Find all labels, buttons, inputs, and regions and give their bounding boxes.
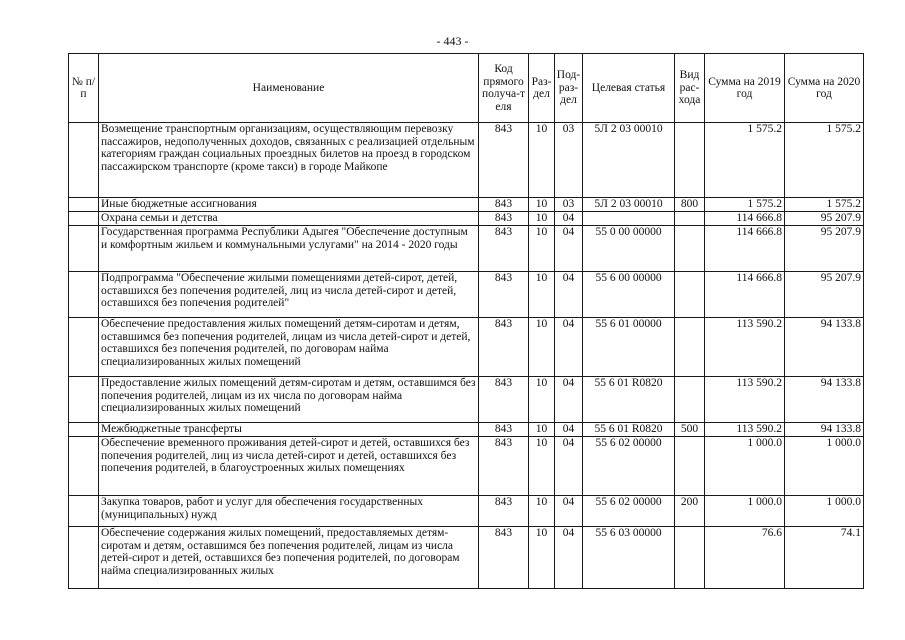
row-sum-2020: 95 207.9 [785, 212, 864, 226]
row-num [69, 496, 99, 527]
row-code: 843 [479, 226, 529, 272]
row-section: 10 [529, 198, 555, 212]
row-code: 843 [479, 212, 529, 226]
header-section: Раз-дел [529, 54, 555, 123]
row-sum-2019: 113 590.2 [705, 318, 785, 377]
row-num [69, 198, 99, 212]
row-target: 55 6 01 R0820 [583, 423, 675, 437]
row-sum-2020: 95 207.9 [785, 272, 864, 318]
row-section: 10 [529, 212, 555, 226]
row-subsection: 04 [555, 377, 583, 423]
row-target: 55 6 02 00000 [583, 496, 675, 527]
row-name: Межбюджетные трансферты [99, 423, 479, 437]
row-sum-2019: 1 575.2 [705, 123, 785, 198]
table-row [69, 212, 864, 226]
row-name: Иные бюджетные ассигнования [99, 198, 479, 212]
row-section: 10 [529, 437, 555, 496]
row-target: 5Л 2 03 00010 [583, 198, 675, 212]
row-exp-type [675, 226, 705, 272]
row-num [69, 527, 99, 589]
row-num [69, 212, 99, 226]
row-sum-2020: 94 133.8 [785, 318, 864, 377]
header-sum-2019: Сумма на 2019 год [705, 54, 785, 123]
table-row [69, 272, 864, 318]
row-sum-2019: 114 666.8 [705, 272, 785, 318]
row-sum-2019: 1 000.0 [705, 437, 785, 496]
row-subsection: 04 [555, 496, 583, 527]
row-sum-2020: 94 133.8 [785, 377, 864, 423]
row-num [69, 423, 99, 437]
row-section: 10 [529, 226, 555, 272]
row-subsection: 03 [555, 123, 583, 198]
row-sum-2020: 74.1 [785, 527, 864, 589]
row-exp-type: 200 [675, 496, 705, 527]
row-subsection: 04 [555, 437, 583, 496]
row-exp-type: 800 [675, 198, 705, 212]
row-exp-type [675, 377, 705, 423]
row-sum-2019: 114 666.8 [705, 212, 785, 226]
row-section: 10 [529, 496, 555, 527]
table-row [69, 318, 864, 377]
row-code: 843 [479, 198, 529, 212]
row-name: Закупка товаров, работ и услуг для обеспечения государственных (муниципальных) нужд [99, 496, 479, 527]
row-exp-type [675, 123, 705, 198]
table-row [69, 496, 864, 527]
row-exp-type [675, 318, 705, 377]
row-section: 10 [529, 423, 555, 437]
row-sum-2019: 113 590.2 [705, 377, 785, 423]
row-target: 55 6 02 00000 [583, 437, 675, 496]
table-row [69, 437, 864, 496]
header-target: Целевая статья [583, 54, 675, 123]
row-target: 55 6 03 00000 [583, 527, 675, 589]
row-sum-2019: 1 000.0 [705, 496, 785, 527]
row-num [69, 272, 99, 318]
header-exp-type: Вид рас-хода [675, 54, 705, 123]
row-code: 843 [479, 437, 529, 496]
row-sum-2020: 94 133.8 [785, 423, 864, 437]
row-subsection: 04 [555, 318, 583, 377]
row-exp-type [675, 212, 705, 226]
header-sum-2020: Сумма на 2020 год [785, 54, 864, 123]
header-name: Наименование [99, 54, 479, 123]
row-target: 55 0 00 00000 [583, 226, 675, 272]
row-code: 843 [479, 423, 529, 437]
row-target: 55 6 00 00000 [583, 272, 675, 318]
row-code: 843 [479, 527, 529, 589]
table-row [69, 226, 864, 272]
row-exp-type [675, 437, 705, 496]
row-name: Возмещение транспортным организациям, осуществляющим перевозку пассажиров, недополученных доходов, связанных с реализацией отдельным категориям граждан социальных проездных билетов на проезд в городском пассажирском транспорте (кроме такси) в городе Майкопе [99, 123, 479, 198]
row-code: 843 [479, 123, 529, 198]
row-sum-2020: 1 575.2 [785, 123, 864, 198]
header-num: № п/п [69, 54, 99, 123]
table-row [69, 423, 864, 437]
row-num [69, 226, 99, 272]
row-subsection: 04 [555, 527, 583, 589]
row-subsection: 04 [555, 212, 583, 226]
row-exp-type: 500 [675, 423, 705, 437]
table-row [69, 377, 864, 423]
header-row [69, 54, 864, 123]
table-row [69, 123, 864, 198]
row-section: 10 [529, 318, 555, 377]
row-sum-2020: 1 000.0 [785, 496, 864, 527]
row-name: Государственная программа Республики Адыгея "Обеспечение доступным и комфортным жильем и коммунальными услугами" на 2014 - 2020 годы [99, 226, 479, 272]
page-number: - 443 - [436, 34, 469, 48]
row-sum-2019: 113 590.2 [705, 423, 785, 437]
row-subsection: 04 [555, 226, 583, 272]
row-name: Обеспечение предоставления жилых помещений детям-сиротам и детям, оставшимся без попечения родителей, лицам из числа детей-сирот и детей, оставшихся без попечения родителей, по договорам найма специализированных жилых помещений [99, 318, 479, 377]
row-exp-type [675, 272, 705, 318]
row-num [69, 318, 99, 377]
row-target: 55 6 01 00000 [583, 318, 675, 377]
row-name: Охрана семьи и детства [99, 212, 479, 226]
row-target: 55 6 01 R0820 [583, 377, 675, 423]
header-subsection: Под-раз-дел [555, 54, 583, 123]
row-code: 843 [479, 496, 529, 527]
row-sum-2020: 1 575.2 [785, 198, 864, 212]
row-code: 843 [479, 377, 529, 423]
row-name: Обеспечение временного проживания детей-сирот и детей, оставшихся без попечения родителей, лиц из числа детей-сирот и детей, оставшихся без попечения родителей, в благоустроенных жилых помещениях [99, 437, 479, 496]
row-target [583, 212, 675, 226]
table-row [69, 527, 864, 589]
row-sum-2019: 1 575.2 [705, 198, 785, 212]
row-num [69, 123, 99, 198]
row-sum-2019: 76.6 [705, 527, 785, 589]
row-section: 10 [529, 123, 555, 198]
row-name: Предоставление жилых помещений детям-сиротам и детям, оставшимся без попечения родителей, лицам из их числа по договорам найма специализированных жилых помещений [99, 377, 479, 423]
row-sum-2019: 114 666.8 [705, 226, 785, 272]
row-code: 843 [479, 272, 529, 318]
row-section: 10 [529, 272, 555, 318]
row-name-text: Обеспечение содержания жилых помещений, предоставляемых детям-сиротам и детям, оставшимся без попечения родителей, лицам из числа детей-сирот и детей, оставшихся без попечения родителей, по договорам найма специализированных жилых [101, 527, 460, 577]
row-target: 5Л 2 03 00010 [583, 123, 675, 198]
table-row [69, 198, 864, 212]
row-subsection: 04 [555, 423, 583, 437]
budget-table [68, 53, 864, 589]
row-name [99, 527, 479, 589]
row-section: 10 [529, 377, 555, 423]
row-sum-2020: 95 207.9 [785, 226, 864, 272]
row-num [69, 437, 99, 496]
row-subsection: 04 [555, 272, 583, 318]
row-name: Подпрограмма "Обеспечение жилыми помещениями детей-сирот, детей, оставшихся без попечения родителей, лиц из числа детей-сирот и детей, оставшихся без попечения родителей" [99, 272, 479, 318]
row-exp-type [675, 527, 705, 589]
row-code: 843 [479, 318, 529, 377]
row-section: 10 [529, 527, 555, 589]
row-num [69, 377, 99, 423]
row-subsection: 03 [555, 198, 583, 212]
row-sum-2020: 1 000.0 [785, 437, 864, 496]
header-code: Код прямого получа-т еля [479, 54, 529, 123]
